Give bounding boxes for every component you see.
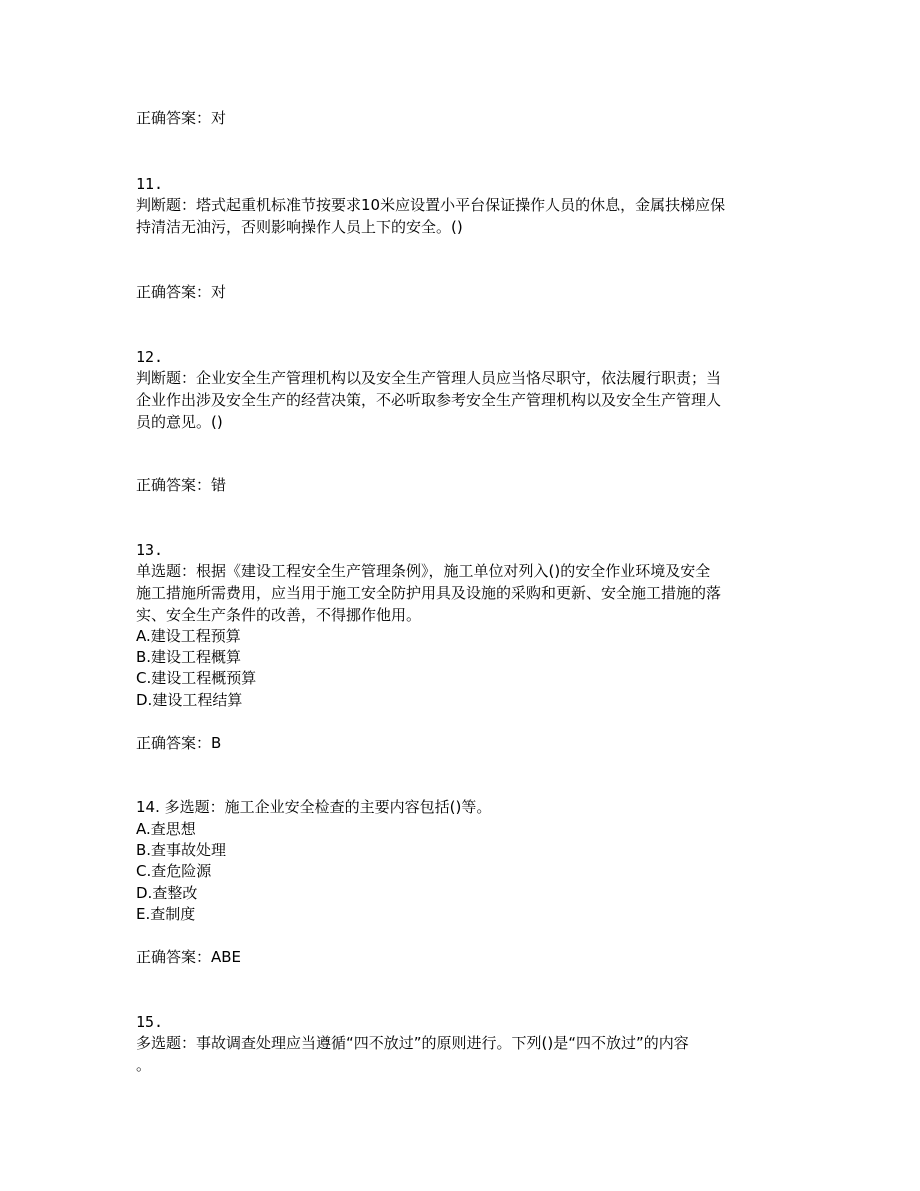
answer-line: 正确答案：错 <box>136 476 227 494</box>
question-number: 13. <box>136 541 164 559</box>
question-text-line: 持清洁无油污，否则影响操作人员上下的安全。() <box>136 218 463 236</box>
question-title: 14. 多选题：施工企业安全检查的主要内容包括()等。 <box>136 798 492 816</box>
question-text-line: 。 <box>136 1056 152 1074</box>
question-text-line: 员的意见。() <box>136 413 223 431</box>
option-item: C.建设工程概预算 <box>136 669 257 687</box>
option-item: D.查整改 <box>136 884 198 902</box>
question-text-line: 多选题：事故调查处理应当遵循“四不放过”的原则进行。下列()是“四不放过”的内容 <box>136 1034 689 1052</box>
question-text-line: 实、安全生产条件的改善，不得挪作他用。 <box>136 606 422 624</box>
option-item: D.建设工程结算 <box>136 691 243 709</box>
question-text-line: 施工措施所需费用，应当用于施工安全防护用具及设施的采购和更新、安全施工措施的落 <box>136 584 722 602</box>
question-text-line: 单选题：根据《建设工程安全生产管理条例》，施工单位对列入()的安全作业环境及安全 <box>136 562 711 580</box>
option-item: E.查制度 <box>136 905 196 923</box>
answer-line: 正确答案：ABE <box>136 948 242 966</box>
option-item: A.查思想 <box>136 820 196 838</box>
option-item: A.建设工程预算 <box>136 627 241 645</box>
answer-line: 正确答案：B <box>136 734 222 752</box>
option-item: C.查危险源 <box>136 862 212 880</box>
option-item: B.查事故处理 <box>136 841 227 859</box>
option-item: B.建设工程概算 <box>136 648 242 666</box>
question-text-line: 判断题：塔式起重机标准节按要求10米应设置小平台保证操作人员的休息，金属扶梯应保 <box>136 196 726 214</box>
question-number: 11. <box>136 175 164 193</box>
question-number: 12. <box>136 348 164 366</box>
answer-line: 正确答案：对 <box>136 283 227 301</box>
question-number: 15. <box>136 1013 164 1031</box>
answer-line: 正确答案：对 <box>136 109 227 127</box>
question-text-line: 判断题：企业安全生产管理机构以及安全生产管理人员应当恪尽职守，依法履行职责；当 <box>136 369 722 387</box>
question-text-line: 企业作出涉及安全生产的经营决策，不必听取参考安全生产管理机构以及安全生产管理人 <box>136 391 722 409</box>
